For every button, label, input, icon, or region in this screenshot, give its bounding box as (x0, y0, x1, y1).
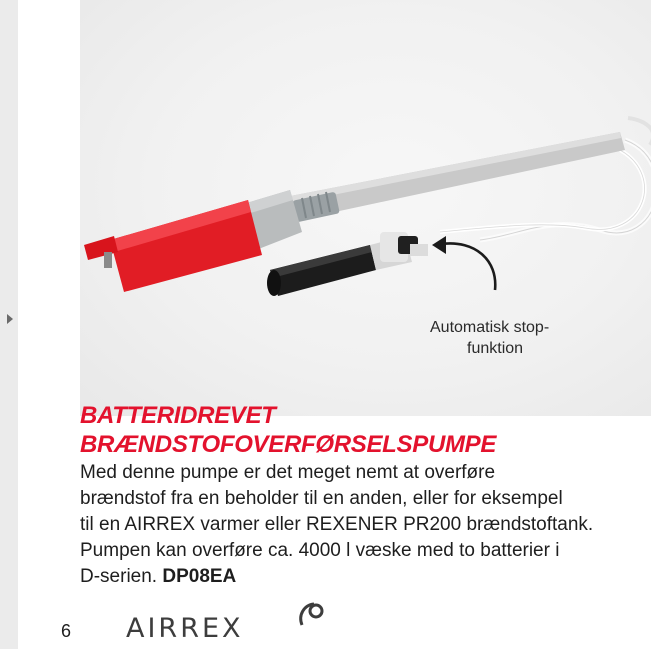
callout-line-1: Automatisk stop- (430, 319, 550, 336)
page-number: 6 (61, 621, 72, 641)
callout-line-2: funktion (467, 340, 524, 357)
next-page-arrow-icon[interactable] (7, 314, 13, 324)
description-line-text: D-serien. (80, 566, 163, 587)
description-line: brændstof fra en beholder til en anden, eller for eksempel (80, 488, 563, 509)
description-line: til en AIRREX varmer eller REXENER PR200 brændstoftank. (80, 514, 594, 535)
title-line-1: BATTERIDREVET (80, 402, 276, 429)
brand-logo-text: AIRREX (126, 613, 244, 644)
product-code: DP08EA (162, 566, 237, 587)
product-description (80, 460, 651, 590)
product-title (80, 401, 645, 459)
description-last-line (80, 564, 651, 590)
pump-illustration (80, 0, 651, 416)
side-strip (0, 0, 18, 649)
airrex-logo-swirl-icon (296, 599, 330, 629)
product-photo (80, 0, 651, 416)
title-line-2: BRÆNDSTOFOVERFØRSELSPUMPE (80, 431, 497, 458)
callout-arrow-icon (432, 236, 446, 254)
description-line: Pumpen kan overføre ca. 4000 l væske med to batterier i (80, 540, 560, 561)
description-line: Med denne pumpe er det meget nemt at overføre (80, 462, 496, 483)
